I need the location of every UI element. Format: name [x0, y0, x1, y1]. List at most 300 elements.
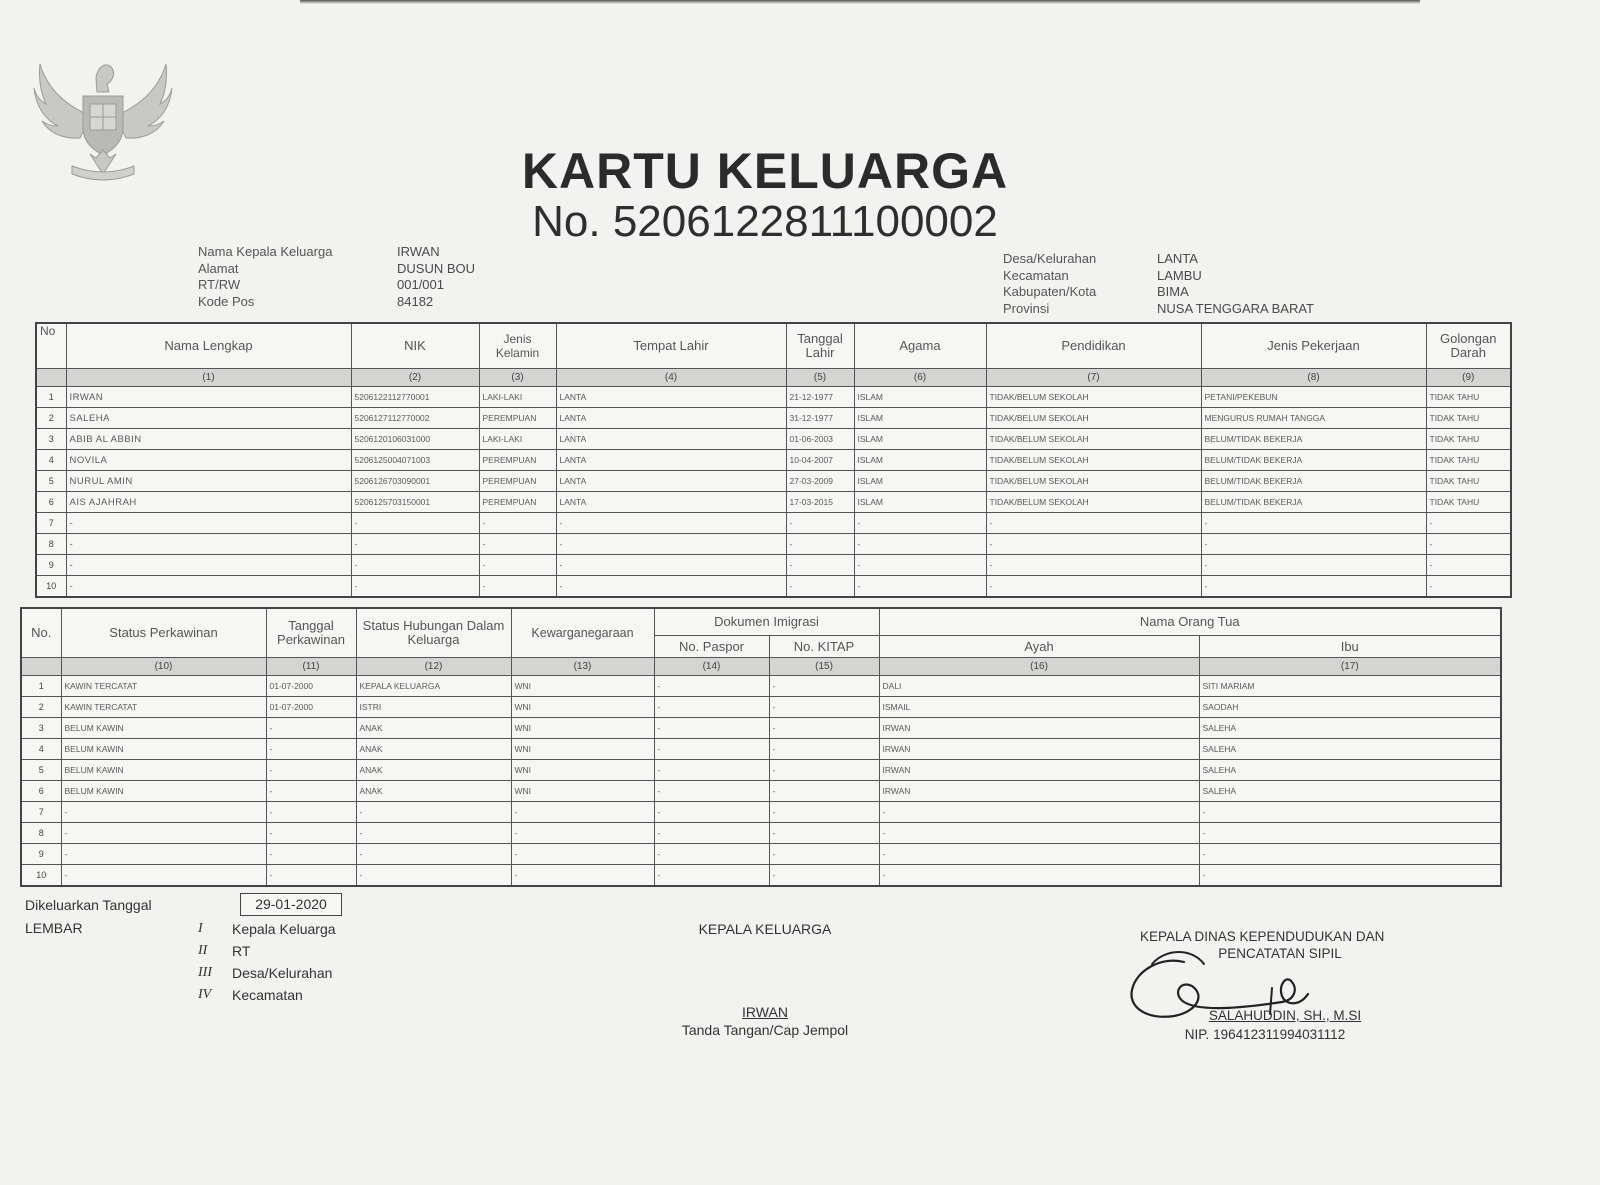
full-name-cell: -	[66, 513, 351, 534]
birthplace-cell: -	[556, 576, 786, 598]
col-header-marital-status: Status Perkawinan	[61, 608, 266, 658]
marital-status-cell: KAWIN TERCATAT	[61, 676, 266, 697]
mother-name-cell: SAODAH	[1199, 697, 1501, 718]
education-cell: -	[986, 513, 1201, 534]
education-cell: TIDAK/BELUM SEKOLAH	[986, 408, 1201, 429]
father-name-cell: IRWAN	[879, 718, 1199, 739]
relationship-cell: -	[356, 865, 511, 887]
kitap-number-cell: -	[769, 760, 879, 781]
col-header-relationship: Status Hubungan Dalam Keluarga	[356, 608, 511, 658]
blood-type-cell: -	[1426, 555, 1511, 576]
row-number: 4	[36, 450, 66, 471]
marital-status-cell: -	[61, 823, 266, 844]
row-number: 10	[36, 576, 66, 598]
col-number: (10)	[61, 658, 266, 676]
birth-date-cell: 27-03-2009	[786, 471, 854, 492]
family-members-table-body	[36, 387, 1511, 598]
gender-cell: PEREMPUAN	[479, 492, 556, 513]
kitap-number-cell: -	[769, 844, 879, 865]
nik-cell: -	[351, 513, 479, 534]
table-row	[21, 676, 1501, 697]
col-header-education: Pendidikan	[986, 323, 1201, 369]
kitap-number-cell: -	[769, 676, 879, 697]
marriage-date-cell: -	[266, 865, 356, 887]
info-value-regency: BIMA	[1157, 284, 1189, 299]
birth-date-cell: 21-12-1977	[786, 387, 854, 408]
family-head-title: KEPALA KELUARGA	[698, 921, 832, 937]
col-header-full-name: Nama Lengkap	[66, 323, 351, 369]
full-name-cell: -	[66, 534, 351, 555]
marriage-date-cell: -	[266, 739, 356, 760]
table-row	[21, 781, 1501, 802]
full-name-cell: NOVILA	[66, 450, 351, 471]
table-row	[36, 408, 1511, 429]
table-row	[36, 450, 1511, 471]
table-row	[21, 697, 1501, 718]
col-header-father: Ayah	[879, 636, 1199, 658]
marriage-date-cell: -	[266, 823, 356, 844]
blood-type-cell: TIDAK TAHU	[1426, 471, 1511, 492]
relationship-cell: KEPALA KELUARGA	[356, 676, 511, 697]
marriage-date-cell: -	[266, 718, 356, 739]
full-name-cell: NURUL AMIN	[66, 471, 351, 492]
row-number: 9	[21, 844, 61, 865]
birthplace-cell: LANTA	[556, 429, 786, 450]
row-number: 2	[36, 408, 66, 429]
mother-name-cell: -	[1199, 823, 1501, 844]
blood-type-cell: -	[1426, 534, 1511, 555]
birthplace-cell: LANTA	[556, 408, 786, 429]
citizenship-cell: WNI	[511, 739, 654, 760]
religion-cell: ISLAM	[854, 408, 986, 429]
row-number: 1	[21, 676, 61, 697]
relationship-cell: -	[356, 844, 511, 865]
marriage-date-cell: 01-07-2000	[266, 676, 356, 697]
gender-cell: -	[479, 534, 556, 555]
father-name-cell: DALI	[879, 676, 1199, 697]
education-cell: TIDAK/BELUM SEKOLAH	[986, 429, 1201, 450]
col-number: (5)	[786, 369, 854, 387]
col-number: (1)	[66, 369, 351, 387]
marital-status-cell: BELUM KAWIN	[61, 760, 266, 781]
father-name-cell: -	[879, 844, 1199, 865]
sheet-roman-numeral: IV	[198, 987, 212, 1002]
info-value-head-of-family: IRWAN	[397, 244, 440, 259]
education-cell: TIDAK/BELUM SEKOLAH	[986, 450, 1201, 471]
father-name-cell: ISMAIL	[879, 697, 1199, 718]
col-header-birth-date: Tanggal Lahir	[786, 323, 854, 369]
relationship-cell: ISTRI	[356, 697, 511, 718]
family-members-table	[35, 322, 1512, 598]
col-header-citizenship: Kewarganegaraan	[511, 608, 654, 658]
passport-number-cell: -	[654, 697, 769, 718]
birth-date-cell: 17-03-2015	[786, 492, 854, 513]
table-row	[36, 492, 1511, 513]
marital-status-cell: BELUM KAWIN	[61, 718, 266, 739]
sheet-distribution-list	[198, 918, 336, 1006]
occupation-cell: BELUM/TIDAK BEKERJA	[1201, 471, 1426, 492]
relationship-cell: ANAK	[356, 718, 511, 739]
nik-cell: 5206127112770002	[351, 408, 479, 429]
birth-date-cell: 10-04-2007	[786, 450, 854, 471]
full-name-cell: -	[66, 555, 351, 576]
col-number: (3)	[479, 369, 556, 387]
col-number	[36, 369, 66, 387]
household-info-right	[1003, 251, 1314, 317]
row-number: 8	[21, 823, 61, 844]
gender-cell: -	[479, 513, 556, 534]
education-cell: -	[986, 534, 1201, 555]
table-header-row	[21, 608, 1501, 636]
col-number: (11)	[266, 658, 356, 676]
nik-cell: 5206125703150001	[351, 492, 479, 513]
religion-cell: -	[854, 576, 986, 598]
gender-cell: LAKI-LAKI	[479, 387, 556, 408]
col-number	[21, 658, 61, 676]
marital-status-cell: BELUM KAWIN	[61, 739, 266, 760]
kitap-number-cell: -	[769, 718, 879, 739]
col-number: (14)	[654, 658, 769, 676]
official-nip: NIP. 196412311994031112	[1184, 1027, 1346, 1042]
father-name-cell: -	[879, 823, 1199, 844]
row-number: 7	[36, 513, 66, 534]
mother-name-cell: SALEHA	[1199, 739, 1501, 760]
occupation-cell: PETANI/PEKEBUN	[1201, 387, 1426, 408]
nik-cell: -	[351, 576, 479, 598]
sheet-recipient: Kecamatan	[232, 987, 303, 1003]
mother-name-cell: SALEHA	[1199, 760, 1501, 781]
blood-type-cell: TIDAK TAHU	[1426, 492, 1511, 513]
info-label-postal-code: Kode Pos	[198, 293, 255, 309]
kitap-number-cell: -	[769, 781, 879, 802]
marital-status-cell: -	[61, 802, 266, 823]
col-header-no: No.	[21, 608, 61, 658]
occupation-cell: -	[1201, 576, 1426, 598]
nik-cell: 5206122112770001	[351, 387, 479, 408]
col-header-nik: NIK	[351, 323, 479, 369]
occupation-cell: BELUM/TIDAK BEKERJA	[1201, 492, 1426, 513]
col-header-passport: No. Paspor	[654, 636, 769, 658]
passport-number-cell: -	[654, 844, 769, 865]
birthplace-cell: -	[556, 534, 786, 555]
table-row	[36, 513, 1511, 534]
citizenship-cell: -	[511, 844, 654, 865]
citizenship-cell: WNI	[511, 697, 654, 718]
col-header-mother: Ibu	[1199, 636, 1501, 658]
sheet-item	[198, 918, 336, 940]
passport-number-cell: -	[654, 865, 769, 887]
citizenship-cell: -	[511, 802, 654, 823]
blood-type-cell: TIDAK TAHU	[1426, 408, 1511, 429]
nik-cell: -	[351, 555, 479, 576]
info-value-village: LANTA	[1157, 251, 1198, 266]
religion-cell: ISLAM	[854, 387, 986, 408]
gender-cell: PEREMPUAN	[479, 408, 556, 429]
row-number: 6	[21, 781, 61, 802]
document-number: No. 5206122811100002	[532, 197, 998, 246]
birthplace-cell: LANTA	[556, 471, 786, 492]
issued-date-box: 29-01-2020	[240, 893, 342, 916]
family-status-table	[20, 607, 1502, 887]
religion-cell: -	[854, 534, 986, 555]
passport-number-cell: -	[654, 760, 769, 781]
row-number: 9	[36, 555, 66, 576]
info-label-village: Desa/Kelurahan	[1003, 251, 1097, 266]
religion-cell: ISLAM	[854, 492, 986, 513]
marital-status-cell: -	[61, 844, 266, 865]
mother-name-cell: SITI MARIAM	[1199, 676, 1501, 697]
occupation-cell: -	[1201, 534, 1426, 555]
blood-type-cell: TIDAK TAHU	[1426, 387, 1511, 408]
col-header-parents: Nama Orang Tua	[879, 608, 1501, 636]
sheet-roman-numeral: II	[198, 943, 208, 958]
kitap-number-cell: -	[769, 697, 879, 718]
col-number: (12)	[356, 658, 511, 676]
birth-date-cell: -	[786, 555, 854, 576]
row-number: 7	[21, 802, 61, 823]
birth-date-cell: 01-06-2003	[786, 429, 854, 450]
sheet-recipient: Kepala Keluarga	[232, 921, 336, 937]
full-name-cell: SALEHA	[66, 408, 351, 429]
col-header-marriage-date: Tanggal Perkawinan	[266, 608, 356, 658]
citizenship-cell: WNI	[511, 718, 654, 739]
col-number: (9)	[1426, 369, 1511, 387]
gender-cell: PEREMPUAN	[479, 471, 556, 492]
column-number-row	[21, 658, 1501, 676]
gender-cell: -	[479, 555, 556, 576]
table-header-row	[36, 323, 1511, 369]
row-number: 5	[21, 760, 61, 781]
father-name-cell: -	[879, 865, 1199, 887]
table-row	[36, 576, 1511, 598]
col-header-gender: Jenis Kelamin	[479, 323, 556, 369]
birthplace-cell: -	[556, 555, 786, 576]
occupation-cell: MENGURUS RUMAH TANGGA	[1201, 408, 1426, 429]
religion-cell: -	[854, 513, 986, 534]
birth-date-cell: -	[786, 534, 854, 555]
row-number: 3	[36, 429, 66, 450]
info-value-address: DUSUN BOU	[397, 260, 476, 276]
marriage-date-cell: -	[266, 844, 356, 865]
nik-cell: 5206125004071003	[351, 450, 479, 471]
kitap-number-cell: -	[769, 739, 879, 760]
info-label-province: Provinsi	[1003, 300, 1050, 316]
birthplace-cell: LANTA	[556, 450, 786, 471]
table-row	[21, 865, 1501, 887]
family-head-caption: Tanda Tangan/Cap Jempol	[681, 1022, 849, 1038]
mother-name-cell: -	[1199, 802, 1501, 823]
marital-status-cell: KAWIN TERCATAT	[61, 697, 266, 718]
sheet-label: LEMBAR	[25, 920, 83, 936]
passport-number-cell: -	[654, 676, 769, 697]
religion-cell: ISLAM	[854, 429, 986, 450]
mother-name-cell: SALEHA	[1199, 718, 1501, 739]
mother-name-cell: -	[1199, 844, 1501, 865]
passport-number-cell: -	[654, 781, 769, 802]
marital-status-cell: -	[61, 865, 266, 887]
info-value-rt-rw: 001/001	[397, 277, 444, 292]
kitap-number-cell: -	[769, 865, 879, 887]
row-number: 5	[36, 471, 66, 492]
table-row	[21, 844, 1501, 865]
col-header-blood-type: Golongan Darah	[1426, 323, 1511, 369]
religion-cell: ISLAM	[854, 471, 986, 492]
info-label-district: Kecamatan	[1003, 267, 1069, 283]
col-number: (8)	[1201, 369, 1426, 387]
col-header-immigration-docs: Dokumen Imigrasi	[654, 608, 879, 636]
col-header-no: No	[36, 323, 66, 369]
row-number: 4	[21, 739, 61, 760]
full-name-cell: ABIB AL ABBIN	[66, 429, 351, 450]
passport-number-cell: -	[654, 718, 769, 739]
marriage-date-cell: 01-07-2000	[266, 697, 356, 718]
marriage-date-cell: -	[266, 760, 356, 781]
table-row	[36, 471, 1511, 492]
birthplace-cell: -	[556, 513, 786, 534]
passport-number-cell: -	[654, 739, 769, 760]
col-number: (16)	[879, 658, 1199, 676]
official-title-line-2: PENCATATAN SIPIL	[1218, 946, 1342, 961]
col-number: (6)	[854, 369, 986, 387]
education-cell: TIDAK/BELUM SEKOLAH	[986, 492, 1201, 513]
row-number: 6	[36, 492, 66, 513]
table-row	[21, 802, 1501, 823]
col-number: (17)	[1199, 658, 1501, 676]
issued-date-label: Dikeluarkan Tanggal	[25, 897, 152, 913]
row-number: 3	[21, 718, 61, 739]
col-header-birthplace: Tempat Lahir	[556, 323, 786, 369]
citizenship-cell: -	[511, 823, 654, 844]
sheet-roman-numeral: I	[198, 921, 203, 936]
occupation-cell: BELUM/TIDAK BEKERJA	[1201, 450, 1426, 471]
citizenship-cell: WNI	[511, 781, 654, 802]
relationship-cell: -	[356, 802, 511, 823]
col-number: (2)	[351, 369, 479, 387]
relationship-cell: ANAK	[356, 760, 511, 781]
gender-cell: PEREMPUAN	[479, 450, 556, 471]
father-name-cell: IRWAN	[879, 739, 1199, 760]
religion-cell: -	[854, 555, 986, 576]
info-value-district: LAMBU	[1157, 267, 1202, 283]
occupation-cell: -	[1201, 555, 1426, 576]
col-header-occupation: Jenis Pekerjaan	[1201, 323, 1426, 369]
col-number: (13)	[511, 658, 654, 676]
table-row	[36, 555, 1511, 576]
col-number: (7)	[986, 369, 1201, 387]
table-row	[21, 823, 1501, 844]
birthplace-cell: LANTA	[556, 387, 786, 408]
table-row	[36, 429, 1511, 450]
citizenship-cell: -	[511, 865, 654, 887]
official-name: SALAHUDDIN, SH., M.SI	[1208, 1008, 1362, 1023]
birth-date-cell: 31-12-1977	[786, 408, 854, 429]
info-value-postal-code: 84182	[397, 293, 434, 309]
table-row	[21, 739, 1501, 760]
nik-cell: 5206120106031000	[351, 429, 479, 450]
column-number-row	[36, 369, 1511, 387]
photo-edge	[300, 0, 1420, 4]
education-cell: TIDAK/BELUM SEKOLAH	[986, 471, 1201, 492]
table-row	[36, 387, 1511, 408]
mother-name-cell: SALEHA	[1199, 781, 1501, 802]
info-label-address: Alamat	[198, 260, 239, 276]
info-label-head-of-family: Nama Kepala Keluarga	[198, 244, 333, 259]
occupation-cell: -	[1201, 513, 1426, 534]
occupation-cell: BELUM/TIDAK BEKERJA	[1201, 429, 1426, 450]
blood-type-cell: -	[1426, 513, 1511, 534]
full-name-cell: -	[66, 576, 351, 598]
education-cell: TIDAK/BELUM SEKOLAH	[986, 387, 1201, 408]
col-header-religion: Agama	[854, 323, 986, 369]
passport-number-cell: -	[654, 802, 769, 823]
info-label-rt-rw: RT/RW	[198, 277, 241, 292]
info-label-regency: Kabupaten/Kota	[1003, 284, 1097, 299]
blood-type-cell: -	[1426, 576, 1511, 598]
full-name-cell: AIS AJAHRAH	[66, 492, 351, 513]
info-value-province: NUSA TENGGARA BARAT	[1157, 300, 1315, 316]
marital-status-cell: BELUM KAWIN	[61, 781, 266, 802]
father-name-cell: IRWAN	[879, 760, 1199, 781]
sheet-item	[198, 962, 336, 984]
gender-cell: -	[479, 576, 556, 598]
full-name-cell: IRWAN	[66, 387, 351, 408]
table-row	[21, 760, 1501, 781]
sheet-recipient: Desa/Kelurahan	[232, 965, 333, 981]
birth-date-cell: -	[786, 513, 854, 534]
passport-number-cell: -	[654, 823, 769, 844]
table-row	[36, 534, 1511, 555]
col-number: (15)	[769, 658, 879, 676]
father-name-cell: IRWAN	[879, 781, 1199, 802]
relationship-cell: ANAK	[356, 781, 511, 802]
col-header-kitap: No. KITAP	[769, 636, 879, 658]
blood-type-cell: TIDAK TAHU	[1426, 429, 1511, 450]
nik-cell: -	[351, 534, 479, 555]
household-info-left	[198, 244, 475, 310]
sheet-item	[198, 984, 336, 1006]
kitap-number-cell: -	[769, 823, 879, 844]
gender-cell: LAKI-LAKI	[479, 429, 556, 450]
nik-cell: 5206126703090001	[351, 471, 479, 492]
citizenship-cell: WNI	[511, 760, 654, 781]
birthplace-cell: LANTA	[556, 492, 786, 513]
col-number: (4)	[556, 369, 786, 387]
kitap-number-cell: -	[769, 802, 879, 823]
sheet-item	[198, 940, 336, 962]
official-title-line-1: KEPALA DINAS KEPENDUDUKAN DAN	[1140, 929, 1385, 944]
document-title: KARTU KELUARGA	[521, 143, 1009, 199]
marriage-date-cell: -	[266, 781, 356, 802]
row-number: 10	[21, 865, 61, 887]
blood-type-cell: TIDAK TAHU	[1426, 450, 1511, 471]
row-number: 2	[21, 697, 61, 718]
education-cell: -	[986, 576, 1201, 598]
row-number: 1	[36, 387, 66, 408]
relationship-cell: ANAK	[356, 739, 511, 760]
relationship-cell: -	[356, 823, 511, 844]
father-name-cell: -	[879, 802, 1199, 823]
citizenship-cell: WNI	[511, 676, 654, 697]
sheet-recipient: RT	[232, 943, 251, 959]
family-head-name: IRWAN	[742, 1004, 788, 1020]
mother-name-cell: -	[1199, 865, 1501, 887]
table-row	[21, 718, 1501, 739]
birth-date-cell: -	[786, 576, 854, 598]
religion-cell: ISLAM	[854, 450, 986, 471]
marriage-date-cell: -	[266, 802, 356, 823]
row-number: 8	[36, 534, 66, 555]
sheet-roman-numeral: III	[198, 965, 212, 980]
